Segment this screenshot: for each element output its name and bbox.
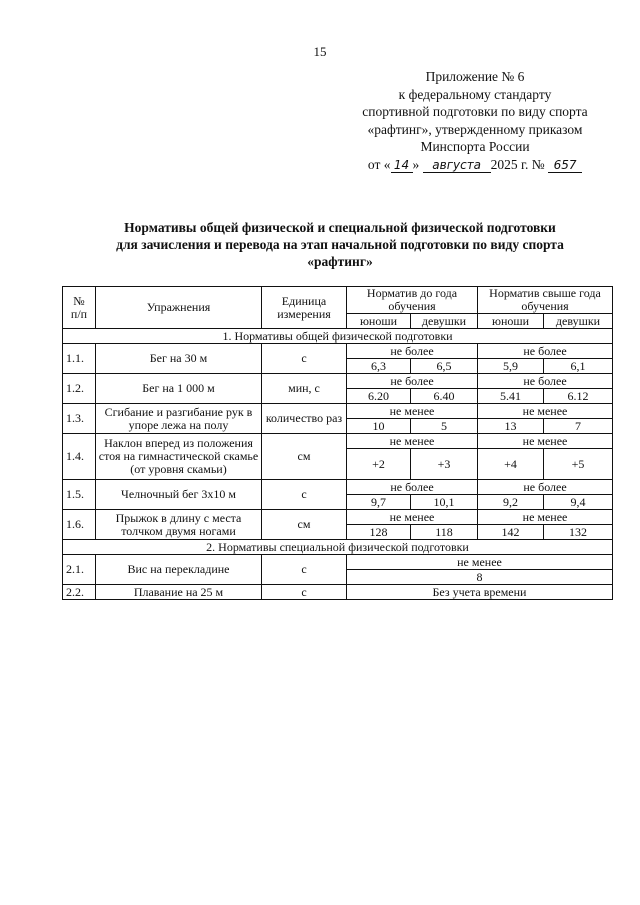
header-girls: девушки (544, 314, 613, 329)
value-cell: 13 (478, 419, 544, 434)
value-cell: 142 (478, 525, 544, 540)
appendix-line: Минспорта России (420, 139, 530, 154)
row-condition: не менее (347, 404, 478, 419)
document-title: Нормативы общей физической и специальной физической подготовки для зачисления и перевода на этап начальной подготовки по виду спорта «рафтинг» (116, 220, 564, 269)
row-condition: не менее (478, 404, 613, 419)
row-condition: не менее (347, 434, 478, 449)
table-row (63, 404, 613, 419)
row-unit: количество раз (262, 404, 347, 434)
date-month: августа (423, 159, 491, 173)
row-condition: не более (478, 344, 613, 359)
order-number: 657 (548, 159, 582, 173)
value-cell: 10 (347, 419, 411, 434)
header-norm-after-year: Норматив свыше года обучения (478, 287, 613, 314)
appendix-line: спортивной подготовки по виду спорта (362, 104, 588, 119)
value-cell: 6.12 (544, 389, 613, 404)
row-condition: не менее (347, 555, 613, 570)
section-row (63, 540, 613, 555)
row-unit: с (262, 480, 347, 510)
value-cell: 5 (411, 419, 478, 434)
row-condition: не более (347, 480, 478, 495)
row-num: 1.6. (63, 510, 96, 540)
value-cell: 128 (347, 525, 411, 540)
page-number: 15 (313, 44, 327, 59)
row-condition: не более (478, 374, 613, 389)
header-exercise: Упражнения (96, 287, 262, 329)
norms-table (62, 286, 613, 600)
row-num: 2.1. (63, 555, 96, 585)
value-cell: 6,5 (411, 359, 478, 374)
value-cell: 5,9 (478, 359, 544, 374)
row-num: 1.1. (63, 344, 96, 374)
row-condition: не более (347, 374, 478, 389)
appendix-block (330, 68, 620, 173)
row-condition: не менее (478, 434, 613, 449)
value-cell: 9,7 (347, 495, 411, 510)
table-row (63, 585, 613, 600)
date-day: 14 (391, 159, 413, 173)
header-girls: девушки (411, 314, 478, 329)
value-cell: 8 (347, 570, 613, 585)
value-cell: 9,2 (478, 495, 544, 510)
appendix-line: к федеральному стандарту (398, 86, 552, 102)
header-boys: юноши (478, 314, 544, 329)
row-unit: с (262, 344, 347, 374)
table-row (63, 480, 613, 495)
row-unit: с (262, 555, 347, 585)
row-unit: с (262, 585, 347, 600)
value-cell: 132 (544, 525, 613, 540)
table-header-row (63, 287, 613, 314)
row-num: 2.2. (63, 585, 96, 600)
table-row (63, 374, 613, 389)
value-cell: 118 (411, 525, 478, 540)
value-cell: 10,1 (411, 495, 478, 510)
value-cell: 6,3 (347, 359, 411, 374)
row-exercise: Сгибание и разгибание рук в упоре лежа на полу (96, 404, 262, 434)
value-cell: +3 (411, 449, 478, 480)
row-condition: не более (347, 344, 478, 359)
row-num: 1.3. (63, 404, 96, 434)
value-cell: 5.41 (478, 389, 544, 404)
row-num: 1.5. (63, 480, 96, 510)
table-row (63, 434, 613, 449)
table-row (63, 344, 613, 359)
row-exercise: Бег на 30 м (96, 344, 262, 374)
row-num: 1.4. (63, 434, 96, 480)
table-row (63, 510, 613, 525)
value-cell: 9,4 (544, 495, 613, 510)
value-cell: 6,1 (544, 359, 613, 374)
value-cell: 7 (544, 419, 613, 434)
value-cell: 6.20 (347, 389, 411, 404)
row-exercise: Плавание на 25 м (96, 585, 262, 600)
table-row (63, 555, 613, 570)
row-num: 1.2. (63, 374, 96, 404)
value-cell: Без учета времени (347, 585, 613, 600)
section-title: 1. Нормативы общей физической подготовки (63, 329, 613, 344)
header-boys: юноши (347, 314, 411, 329)
date-year: 2025 г. № (490, 156, 545, 172)
appendix-title: Приложение № 6 (425, 69, 525, 84)
appendix-line: «рафтинг», утвержденному приказом (367, 121, 583, 137)
header-norm-first-year: Норматив до года обучения (347, 287, 478, 314)
row-exercise: Бег на 1 000 м (96, 374, 262, 404)
appendix-date-line: от « 14 » августа 2025 г. № 657 (330, 156, 620, 174)
row-exercise: Челночный бег 3х10 м (96, 480, 262, 510)
section-title: 2. Нормативы специальной физической подготовки (63, 540, 613, 555)
section-row (63, 329, 613, 344)
row-condition: не менее (347, 510, 478, 525)
row-exercise: Вис на перекладине (96, 555, 262, 585)
value-cell: +4 (478, 449, 544, 480)
row-unit: см (262, 434, 347, 480)
row-exercise: Наклон вперед из положения стоя на гимнастической скамье (от уровня скамьи) (96, 434, 262, 480)
row-exercise: Прыжок в длину с места толчком двумя ногами (96, 510, 262, 540)
header-unit: Единица измерения (262, 287, 347, 329)
value-cell: 6.40 (411, 389, 478, 404)
row-unit: мин, с (262, 374, 347, 404)
header-num: № п/п (63, 287, 96, 329)
row-condition: не более (478, 480, 613, 495)
value-cell: +5 (544, 449, 613, 480)
value-cell: +2 (347, 449, 411, 480)
row-unit: см (262, 510, 347, 540)
row-condition: не менее (478, 510, 613, 525)
